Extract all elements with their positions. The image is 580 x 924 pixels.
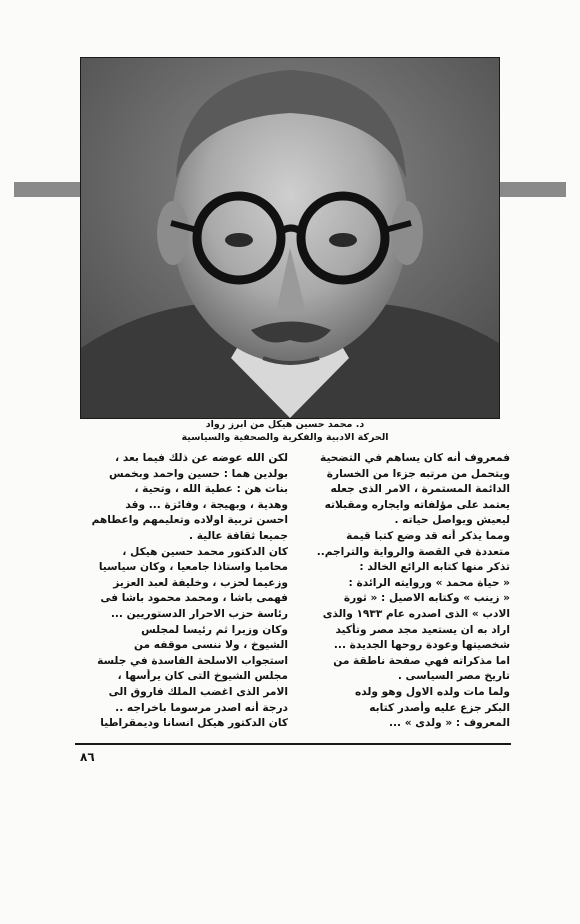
text-line: شخصيتها وعودة روحها الجديدة ... bbox=[333, 639, 510, 652]
text-line: وكان وزيرا ثم رئيسا لمجلس bbox=[141, 623, 288, 636]
text-line: ويتحمل من مرتبه جزءا من الخسارة bbox=[326, 467, 510, 480]
text-line: الامر الذى اغضب الملك فاروق الى bbox=[108, 685, 288, 698]
portrait-photo bbox=[80, 57, 500, 419]
page-number: ٨٦ bbox=[80, 750, 95, 764]
text-line: « حياة محمد » وروايته الرائدة : bbox=[348, 576, 510, 589]
text-line: مجلس الشيوخ التى كان يرأسها ، bbox=[117, 670, 288, 683]
text-line: رئاسة حزب الاحرار الدستوريين ... bbox=[110, 607, 288, 620]
text-line: اراد به ان يستعيد مجد مصر وتأكيد bbox=[335, 623, 510, 636]
decorative-bar-right bbox=[498, 182, 566, 197]
text-line: وهدية ، وبهيجة ، وفائزة ... وقد bbox=[125, 498, 288, 511]
text-column-left bbox=[75, 451, 288, 732]
text-line: لكن الله عوضه عن ذلك فيما بعد ، bbox=[115, 452, 288, 464]
text-line: فمعروف أنه كان يساهم في التضحية bbox=[320, 452, 510, 464]
text-line: تاريخ مصر السياسى . bbox=[397, 670, 510, 683]
text-line: الدائمة المستمرة ، الامر الذى جعله bbox=[330, 483, 510, 496]
text-line: وزعيما لحزب ، وخليفة لعبد العزيز bbox=[113, 576, 288, 589]
decorative-bar-left bbox=[14, 182, 82, 197]
text-line: استجواب الاسلحة الفاسدة في جلسة bbox=[97, 654, 288, 667]
text-line: محاميا واستاذا جامعيا ، وكان سياسيا bbox=[98, 561, 288, 574]
text-column-right bbox=[300, 451, 510, 732]
text-line: الشيوخ ، ولا ننسى موقفه من bbox=[133, 639, 288, 652]
text-line: يعتمد على مؤلفاته وايجاره ومقبلاته bbox=[324, 498, 510, 511]
text-line: المعروف : « ولدى » ... bbox=[388, 717, 510, 730]
text-line: متعددة في القصة والرواية والتراجم.. bbox=[316, 545, 510, 558]
text-line: كان الدكتور محمد حسين هيكل ، bbox=[122, 545, 288, 558]
text-line: احسن تربية اولاده وتعليمهم واعطاهم bbox=[91, 514, 288, 527]
footer-divider bbox=[75, 743, 511, 745]
text-line: بولدين هما : حسين واحمد وبخمس bbox=[109, 467, 288, 480]
text-line: جميعا ثقافة عالية . bbox=[189, 529, 288, 542]
text-line: « زينب » وكتابه الاصيل : « ثورة bbox=[343, 592, 510, 605]
caption-line: الحركة الادبية والفكرية والصحفية والسياسية bbox=[181, 432, 389, 443]
text-line: اما مذكراته فهي صفحة ناطقة من bbox=[333, 654, 510, 667]
text-line: درجة أنه اصدر مرسوما باخراجه .. bbox=[115, 701, 288, 714]
text-line: فهمى باشا ، ومحمد محمود باشا فى bbox=[100, 592, 288, 605]
text-line: تذكر منها كتابه الرائع الخالد : bbox=[359, 561, 510, 574]
text-line: البكر جزع عليه وأصدر كتابه bbox=[369, 701, 510, 714]
caption-line: د. محمد حسين هيكل من ابرز رواد bbox=[205, 419, 365, 430]
text-line: ليعيش ويواصل حياته . bbox=[394, 514, 510, 527]
text-line: الادب » الذى اصدره عام ١٩٣٣ والذى bbox=[322, 607, 510, 620]
text-line: كان الدكتور هيكل انسانا وديمقراطيا bbox=[100, 717, 288, 730]
photo-caption bbox=[150, 418, 420, 444]
text-line: ولما مات ولده الاول وهو ولده bbox=[354, 685, 510, 698]
text-line: بنات هن : عطية الله ، وتحية ، bbox=[134, 483, 288, 496]
text-line: ومما يذكر أنه قد وضع كتبا قيمة bbox=[346, 529, 510, 542]
